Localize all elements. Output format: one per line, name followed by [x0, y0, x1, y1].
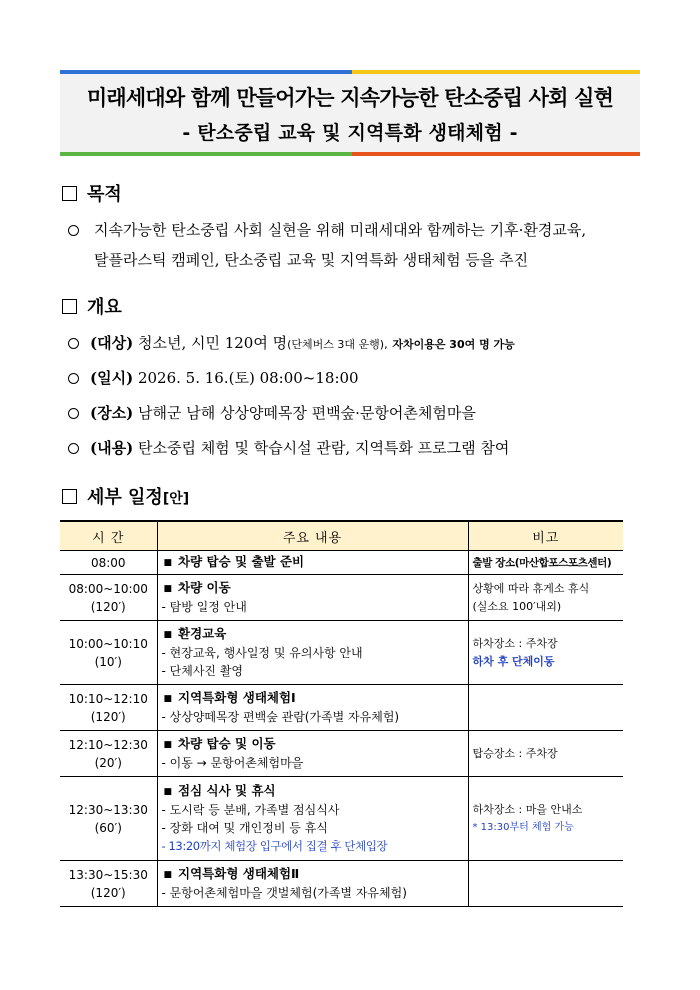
table-row	[60, 575, 623, 621]
row-note	[468, 685, 623, 731]
row-time: 10:00~10:10 (10′)	[60, 621, 157, 685]
checkbox-square-icon	[62, 186, 77, 201]
section-overview-heading: 개요	[62, 293, 122, 319]
checkbox-square-icon	[62, 489, 77, 504]
banner-top-bar	[60, 70, 640, 74]
row-note: 하차장소 : 주차장 하차 후 단체이동	[468, 621, 623, 685]
overview-content: (내용) 탄소중립 체험 및 학습시설 관람, 지역특화 프로그램 참여	[90, 439, 510, 457]
checkbox-square-icon	[62, 299, 77, 314]
row-note: 출발 장소(마산합포스포츠센터)	[468, 551, 623, 575]
row-time: 10:10~12:10 (120′)	[60, 685, 157, 731]
page-title: 미래세대와 함께 만들어가는 지속가능한 탄소중립 사회 실현	[86, 86, 614, 110]
col-header-note: 비고	[468, 521, 623, 551]
section-purpose-heading: 목적	[62, 180, 122, 206]
row-content: ■ 지역특화형 생태체험Ⅱ - 문항어촌체험마을 갯벌체험(가족별 자유체험)	[157, 861, 468, 907]
row-time: 08:00~10:00 (120′)	[60, 575, 157, 621]
page-subtitle: - 탄소중립 교육 및 지역특화 생태체험 -	[182, 122, 518, 144]
purpose-text-line2: 탈플라스틱 캠페인, 탄소중립 교육 및 지역특화 생태체험 등을 추진	[94, 251, 529, 269]
table-row	[60, 861, 623, 907]
table-row	[60, 551, 623, 575]
circle-bullet-icon	[68, 225, 79, 236]
table-row	[60, 731, 623, 777]
schedule-table	[60, 520, 623, 907]
row-content: ■ 지역특화형 생태체험Ⅰ - 상상양떼목장 편백숲 관람(가족별 자유체험)	[157, 685, 468, 731]
table-row	[60, 621, 623, 685]
row-note: 상황에 따라 휴게소 휴식 (실소요 100′내외)	[468, 575, 623, 621]
table-row	[60, 685, 623, 731]
row-content: ■ 점심 식사 및 휴식 - 도시락 등 분배, 가족별 점심식사 - 장화 대여 및 개인정비 등 휴식 - 13:20까지 체험장 입구에서 집결 후 단체입장	[157, 777, 468, 861]
col-header-time: 시 간	[60, 521, 157, 551]
row-time: 13:30~15:30 (120′)	[60, 861, 157, 907]
overview-date: (일시) 2026. 5. 16.(토) 08:00~18:00	[90, 369, 359, 387]
row-note: 하차장소 : 마을 안내소 * 13:30부터 체험 가능	[468, 777, 623, 861]
purpose-text-line1: 지속가능한 탄소중립 사회 실현을 위해 미래세대와 함께하는 기후·환경교육,	[94, 221, 587, 239]
row-content: ■ 차량 이동 - 탐방 일정 안내	[157, 575, 468, 621]
banner-bottom-bar	[60, 152, 640, 156]
table-header-row	[60, 521, 623, 551]
row-time: 12:30~13:30 (60′)	[60, 777, 157, 861]
row-content: ■ 환경교육 - 현장교육, 행사일정 및 유의사항 안내 - 단체사진 촬영	[157, 621, 468, 685]
row-time: 12:10~12:30 (20′)	[60, 731, 157, 777]
col-header-content: 주요 내용	[157, 521, 468, 551]
table-row	[60, 777, 623, 861]
circle-bullet-icon	[68, 408, 79, 419]
overview-target: (대상) 청소년, 시민 120여 명(단체버스 3대 운행), 자차이용은 30여 명 가능	[90, 334, 515, 352]
row-note	[468, 861, 623, 907]
section-schedule-heading: 세부 일정[안]	[62, 483, 189, 509]
circle-bullet-icon	[68, 443, 79, 454]
row-note: 탑승장소 : 주차장	[468, 731, 623, 777]
row-content: ■ 차량 탑승 및 이동 - 이동 → 문항어촌체험마을	[157, 731, 468, 777]
overview-place: (장소) 남해군 남해 상상양떼목장 편백숲·문항어촌체험마을	[90, 404, 476, 422]
circle-bullet-icon	[68, 338, 79, 349]
circle-bullet-icon	[68, 373, 79, 384]
row-content: ■ 차량 탑승 및 출발 준비	[157, 551, 468, 575]
row-time: 08:00	[60, 551, 157, 575]
